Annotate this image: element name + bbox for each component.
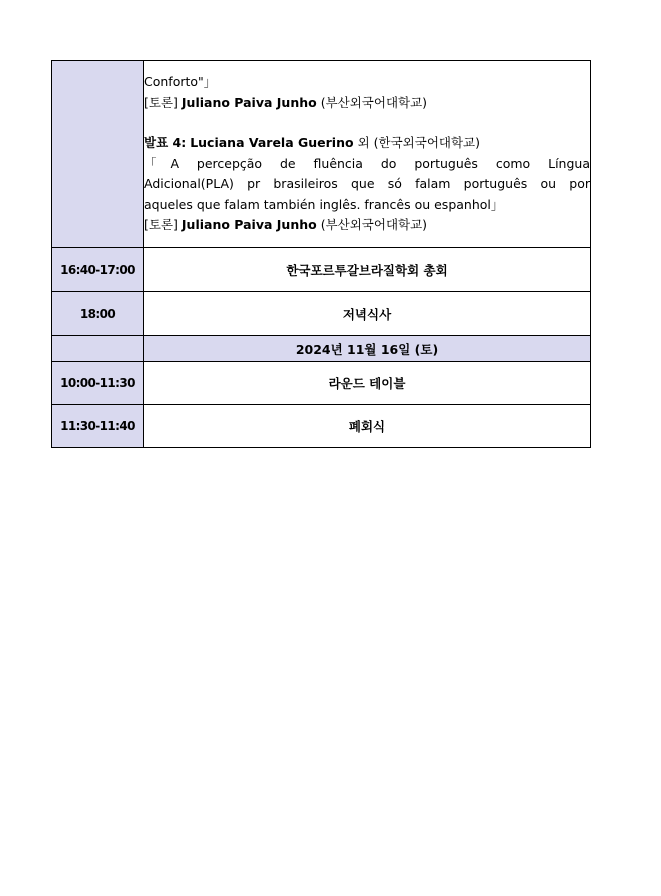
table-row [52,362,591,405]
table-row [52,248,591,292]
discussant-affiliation: (부산외국어대학교) [320,94,428,110]
talk4-title-line-3: aqueles que falam también inglês. francês ou espanhol」 [144,196,504,212]
discussant-name: Juliano Paiva Junho [181,217,317,233]
previous-title-end: Conforto"」 [144,74,217,90]
talk4-heading [144,133,590,154]
time-cell: 16:40-17:00 [52,248,144,292]
spacer [144,113,590,133]
table-row [52,61,591,248]
schedule-table [51,60,591,448]
event-cell: 라운드 테이블 [144,362,591,405]
talk4-suffix: 외 [357,135,370,151]
time-cell-empty [52,336,144,362]
time-cell: 10:00-11:30 [52,362,144,405]
session-detail-cell [144,61,591,248]
talk4-title-line-1: 「A percepção de fluência do português como Língua [144,155,590,171]
talk4-affiliation: (한국외국어대학교) [373,135,480,151]
event-cell: 저녁식사 [144,292,591,336]
time-cell: 11:30-11:40 [52,405,144,448]
time-cell: 18:00 [52,292,144,336]
table-row [52,292,591,336]
talk4-title-line-2: Adicional(PLA) pr brasileiros que só falam português ou por [144,176,590,192]
date-header: 2024년 11월 16일 (토) [144,336,591,362]
date-header-row [52,336,591,362]
discussant-line-2 [144,215,590,236]
discussant-name: Juliano Paiva Junho [181,94,317,110]
discussant-line-1 [144,93,590,114]
event-cell: 폐회식 [144,405,591,448]
event-cell: 한국포르투갈브라질학회 총회 [144,248,591,292]
discussant-affiliation: (부산외국어대학교) [320,217,428,233]
table-row [52,405,591,448]
talk4-speaker: Luciana Varela Guerino [190,135,354,151]
talk4-label: 발표 4: [144,135,187,151]
discussion-prefix: [토론] [144,94,178,110]
time-cell-empty [52,61,144,248]
discussion-prefix: [토론] [144,217,178,233]
